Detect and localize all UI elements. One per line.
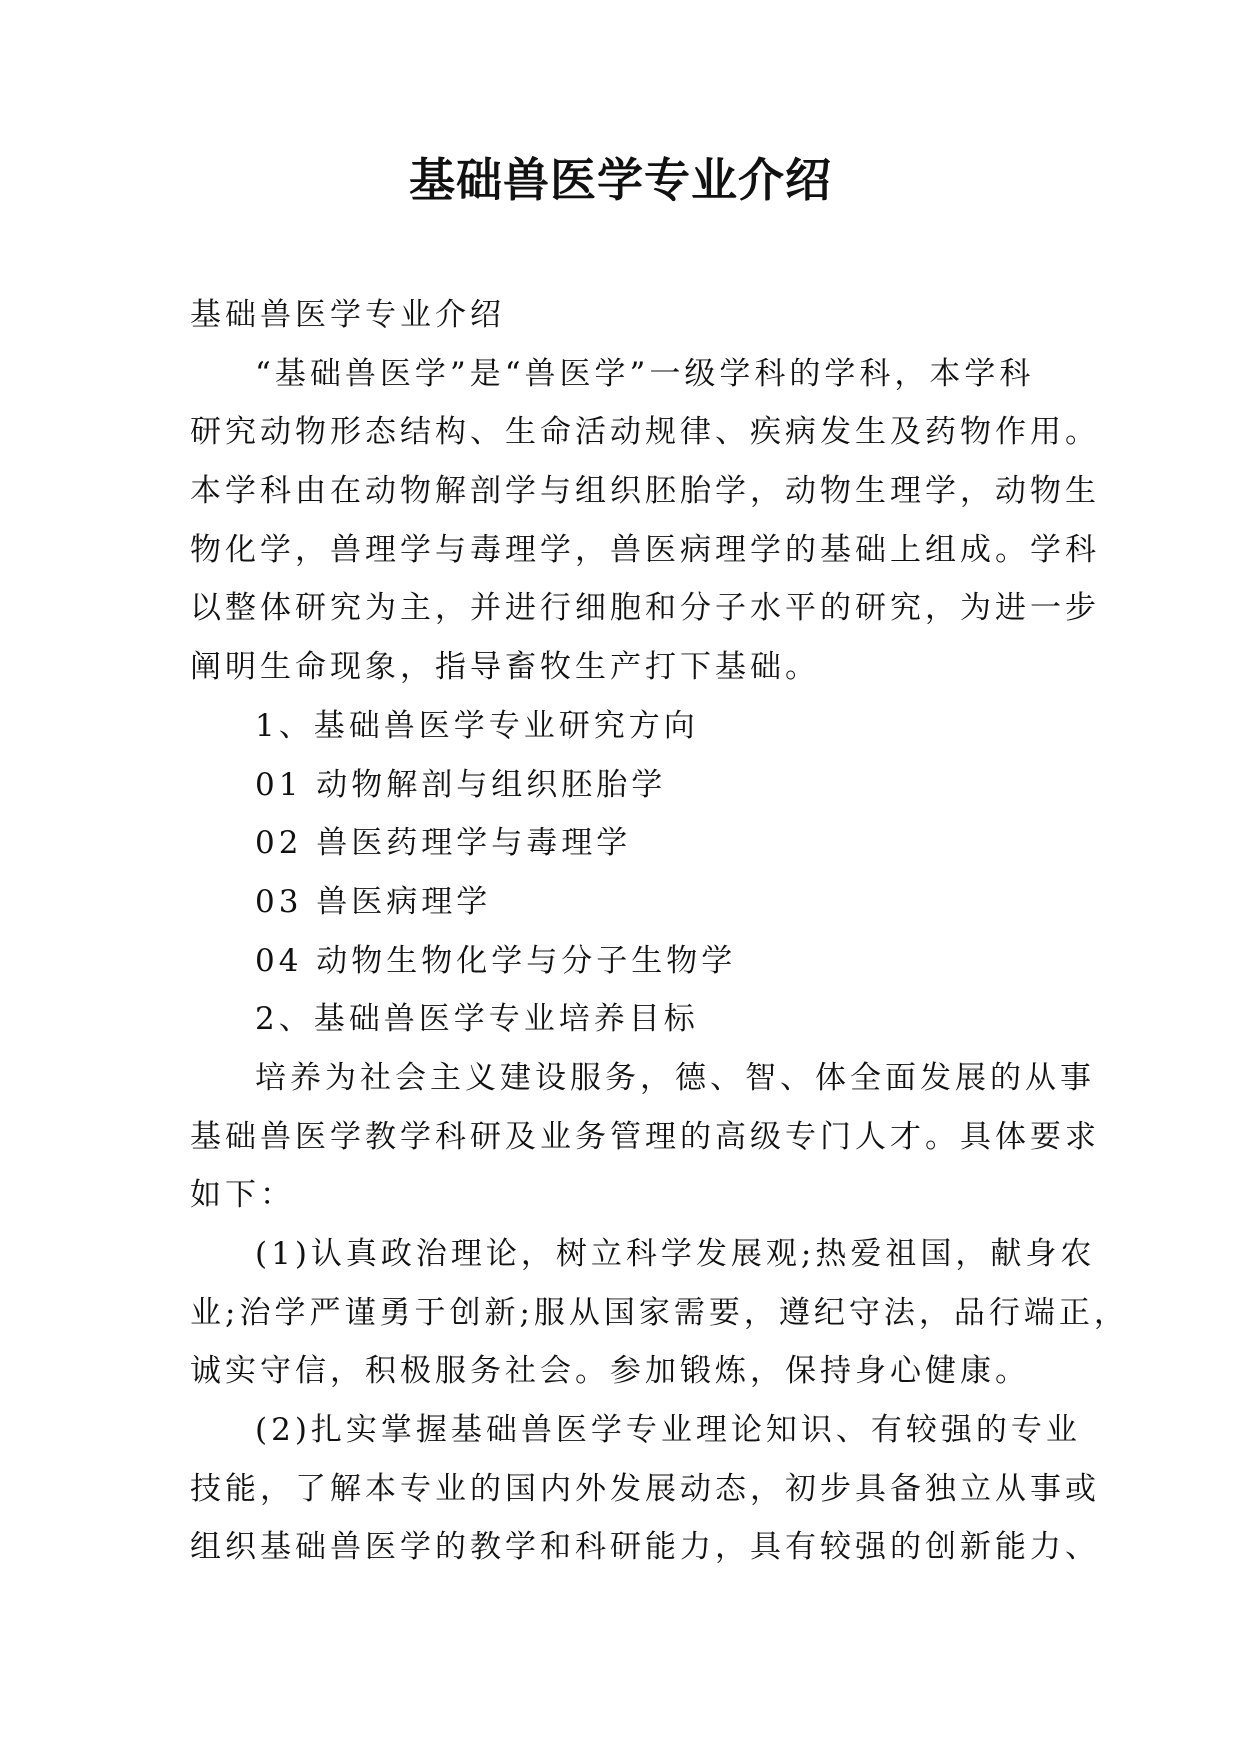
- text-line: (2)扎实掌握基础兽医学专业理论知识、有较强的专业: [255, 1412, 1081, 1449]
- text-line: (1)认真政治理论，树立科学发展观;热爱祖国，献身农: [255, 1236, 1096, 1272]
- text-line: 组织基础兽医学的教学和科研能力，具有较强的创新能力、: [190, 1529, 1100, 1566]
- text-line: 诚实守信，积极服务社会。参加锻炼，保持身心健康。: [190, 1353, 1030, 1390]
- text-line: 如下：: [190, 1177, 295, 1214]
- document-body: [190, 286, 1129, 1577]
- text-line: 研究动物形态结构、生命活动规律、疾病发生及药物作用。: [190, 414, 1100, 451]
- text-line: 本学科由在动物解剖学与组织胚胎学，动物生理学，动物生: [190, 473, 1100, 510]
- text-line: 阐明生命现象，指导畜牧生产打下基础。: [190, 649, 820, 686]
- text-line: 业;治学严谨勇于创新;服从国家需要，遵纪守法，品行端正，: [190, 1294, 1129, 1331]
- text-line: 物化学，兽理学与毒理学，兽医病理学的基础上组成。学科: [190, 531, 1100, 568]
- text-line: 02 兽医药理学与毒理学: [255, 825, 632, 862]
- text-line: “基础兽医学”是“兽医学”一级学科的学科，本学科: [255, 355, 1035, 392]
- text-line: 01 动物解剖与组织胚胎学: [255, 766, 667, 803]
- document-title: 基础兽医学专业介绍: [409, 153, 832, 207]
- text-line: 培养为社会主义建设服务，德、智、体全面发展的从事: [255, 1059, 1095, 1096]
- text-line: 基础兽医学教学科研及业务管理的高级专门人才。具体要求: [190, 1118, 1100, 1155]
- text-line: 基础兽医学专业介绍: [190, 297, 505, 333]
- text-line: 04 动物生物化学与分子生物学: [255, 942, 737, 979]
- text-line: 以整体研究为主，并进行细胞和分子水平的研究，为进一步: [190, 590, 1100, 627]
- text-line: 1、基础兽医学专业研究方向: [255, 707, 699, 744]
- text-line: 2、基础兽医学专业培养目标: [255, 1001, 699, 1038]
- text-line: 03 兽医病理学: [255, 883, 492, 920]
- text-line: 技能，了解本专业的国内外发展动态，初步具备独立从事或: [190, 1470, 1100, 1507]
